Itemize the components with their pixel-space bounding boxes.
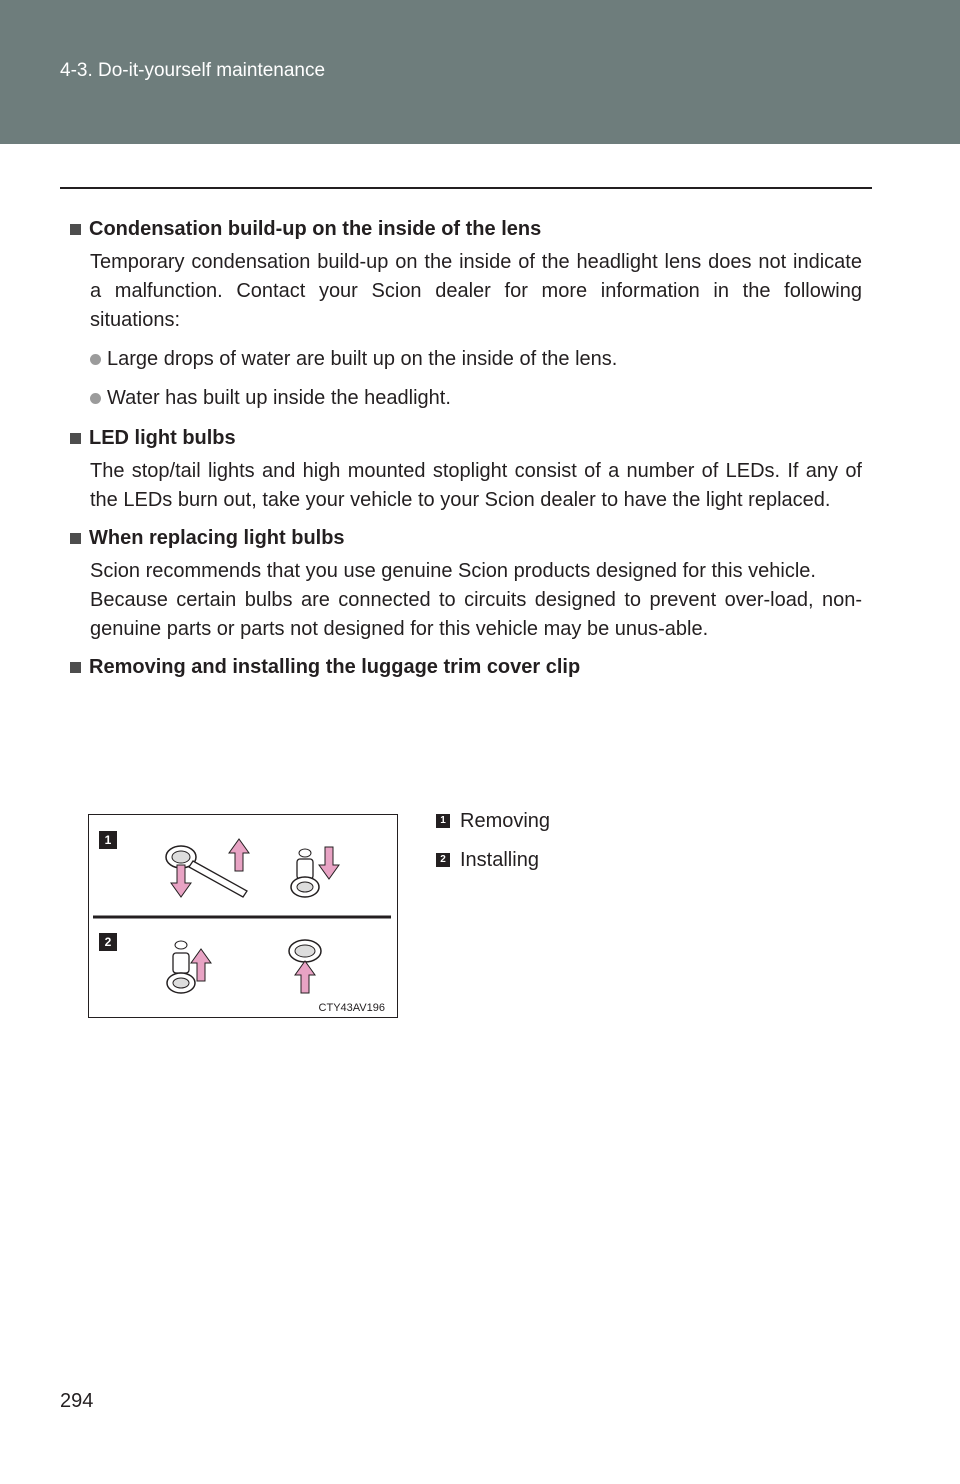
- paragraph: Temporary condensation build-up on the inside of the headlight lens does not indicate a malfunction. Contact your Scion dealer for more information in the following situations:: [90, 251, 862, 331]
- paragraph: Scion recommends that you use genuine Scion products designed for this vehicle.: [90, 560, 816, 582]
- paragraph: The stop/tail lights and high mounted stoplight consist of a number of LEDs. If any of the LEDs burn out, take your vehicle to your Scion dealer to have the light replaced.: [90, 460, 862, 511]
- section-heading: Removing and installing the luggage trim cover clip: [70, 652, 862, 682]
- clip-figure: [88, 814, 398, 1018]
- top-rule: [60, 187, 872, 189]
- square-bullet-icon: [70, 433, 81, 444]
- list-item: Water has built up inside the headlight.: [90, 384, 862, 413]
- section-condensation: [70, 214, 862, 413]
- clip-removed-icon: [291, 847, 339, 897]
- circle-bullet-icon: [90, 354, 101, 365]
- clip-installing-icon: [167, 941, 211, 993]
- section-led: [70, 423, 862, 515]
- legend-badge: 1: [436, 814, 450, 828]
- list-item: Large drops of water are built up on the inside of the lens.: [90, 345, 862, 374]
- legend-item: 1 Removing: [436, 806, 550, 836]
- square-bullet-icon: [70, 533, 81, 544]
- content: [70, 214, 862, 686]
- square-bullet-icon: [70, 224, 81, 235]
- circle-bullet-icon: [90, 393, 101, 404]
- clip-illustration: [89, 815, 397, 1017]
- section-heading: LED light bulbs: [70, 423, 862, 453]
- page-header: [0, 0, 960, 144]
- section-clip: [70, 652, 862, 682]
- section-heading: Condensation build-up on the inside of the lens: [70, 214, 862, 244]
- clip-removing-icon: [166, 839, 249, 897]
- clip-installed-icon: [289, 940, 321, 993]
- section-replacing: [70, 523, 862, 644]
- paragraph: Because certain bulbs are connected to circuits designed to prevent over-load, non-genuine parts or parts not designed for this vehicle may be unus-able.: [90, 589, 862, 640]
- svg-text:2: 2: [104, 935, 112, 949]
- section-title: 4-3. Do-it-yourself maintenance: [60, 60, 326, 81]
- legend-item: 2 Installing: [436, 845, 550, 875]
- page-number: 294: [60, 1390, 94, 1412]
- figure-legend: [436, 806, 550, 884]
- legend-badge: 2: [436, 853, 450, 867]
- figure-code: CTY43AV196: [318, 1002, 385, 1014]
- section-heading: When replacing light bulbs: [70, 523, 862, 553]
- square-bullet-icon: [70, 662, 81, 673]
- svg-text:1: 1: [104, 833, 112, 847]
